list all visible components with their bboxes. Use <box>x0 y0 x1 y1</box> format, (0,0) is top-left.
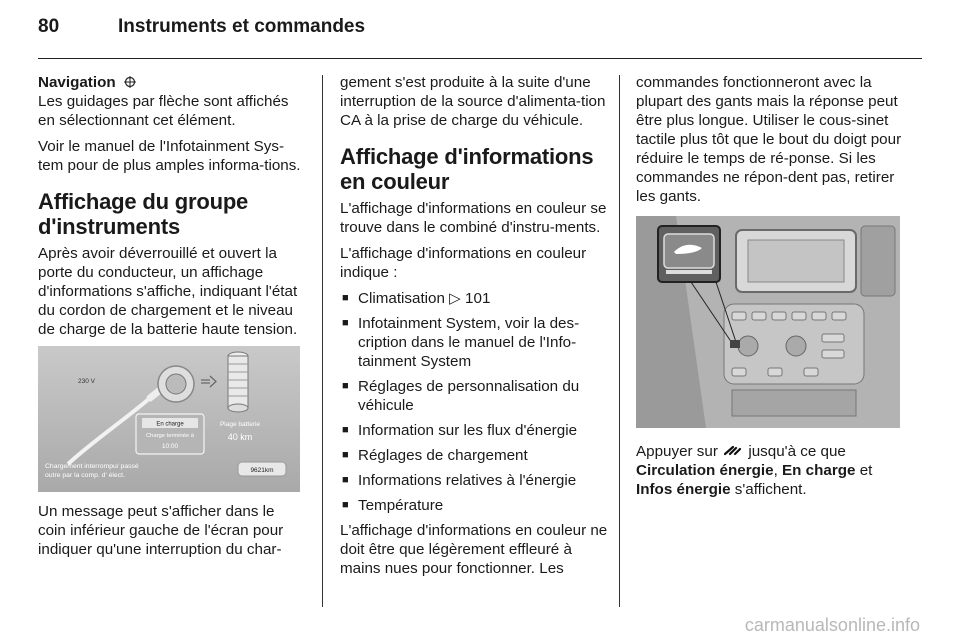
list-item: ■ Infotainment System, voir la des-cription dans le manuel de l'Info-tainment System <box>340 314 608 371</box>
navigation-heading-line <box>38 73 306 92</box>
column-divider-2 <box>619 75 620 607</box>
leaf-icon <box>724 445 742 457</box>
page-header <box>38 16 365 38</box>
paragraph-display-location: L'affichage d'informations en couleur se trouve dans le combiné d'instru-ments. <box>340 200 607 236</box>
center-console-figure <box>636 216 900 428</box>
battery-range-value: 40 km <box>227 432 253 442</box>
header-rule <box>38 58 922 59</box>
list-item: ■ Réglages de chargement <box>340 446 608 465</box>
list-item: ■ Réglages de personnalisation du véhicule <box>340 377 608 415</box>
list-item: ■ Information sur les flux d'énergie <box>340 421 608 440</box>
interruption-message-line1: Chargement interrompu/ passé <box>45 463 139 470</box>
crosshair-icon <box>124 76 136 88</box>
paragraph-arrow-guidance: Les guidages par flèche sont affichés en sélectionnant cet élément. <box>38 93 289 129</box>
paragraph-display-shows: L'affichage d'informations en couleur indique : <box>340 245 587 281</box>
column-divider-1 <box>322 75 323 607</box>
paragraph-continuation: gement s'est produite à la suite d'une interruption de la source d'alimenta-tion CA à la prise de charge du véhicule. <box>340 74 606 129</box>
charge-complete-label: Charge terminée à <box>145 433 195 439</box>
page-number: 80 <box>38 16 60 37</box>
display-features-list <box>340 289 608 515</box>
paragraph-press-leaf: Appuyer sur jusqu'à ce que Circulation énergie, En charge et Infos énergie s'affichent. <box>636 443 873 498</box>
list-item: ■ Température <box>340 496 608 515</box>
charging-status: En charge <box>156 421 184 428</box>
paragraph-touch-note: L'affichage d'informations en couleur ne doit être que légèrement effleuré à mains nues pour fonctionner. Les <box>340 522 608 577</box>
section-heading-color-display: Affichage d'informations en couleur <box>340 144 594 194</box>
charging-display-figure <box>38 346 300 492</box>
interruption-message-line2: outre par la comp. d' élect. <box>45 472 125 479</box>
paragraph-message-info: Un message peut s'afficher dans le coin inférieur gauche de l'écran pour indiquer qu'une interruption du char- <box>38 503 284 558</box>
voltage-label: 230 V <box>78 378 95 385</box>
paragraph-see-manual: Voir le manuel de l'Infotainment Sys-tem pour de plus amples informa-tions. <box>38 138 301 174</box>
option-charging: En charge <box>782 462 856 479</box>
list-item: ■ Climatisation ▷ 101 <box>340 289 608 308</box>
paragraph-cluster-display: Après avoir déverrouillé et ouvert la porte du conducteur, un affichage d'informations s'affiche, indiquant l'état du cordon de chargement et le niveau de charge de la batterie haute tension. <box>38 245 298 338</box>
odometer-value: 9621km <box>250 467 274 474</box>
list-item: ■ Informations relatives à l'énergie <box>340 471 608 490</box>
column-3 <box>636 73 904 506</box>
column-1 <box>38 73 306 566</box>
section-heading-cluster: Affichage du groupe d'instruments <box>38 189 249 239</box>
battery-range-label: Plage batterie <box>219 421 261 428</box>
navigation-heading: Navigation <box>38 74 116 91</box>
charge-complete-time: 10:00 <box>161 443 179 450</box>
watermark: carmanualsonline.info <box>744 615 920 635</box>
battery-icon <box>228 352 248 412</box>
column-2 <box>340 73 608 585</box>
page-title: Instruments et commandes <box>118 16 366 37</box>
option-energy-info: Infos énergie <box>636 481 731 498</box>
paragraph-gloves: commandes fonctionneront avec la plupart des gants mais la réponse peut être plus longue. Utiliser le cous-sinet tactile plus tôt que le bout du doigt pour réduire le temps de ré-ponse. Si les commandes ne répon-dent pas, retirer les gants. <box>636 74 902 205</box>
option-energy-flow: Circulation énergie <box>636 462 774 479</box>
